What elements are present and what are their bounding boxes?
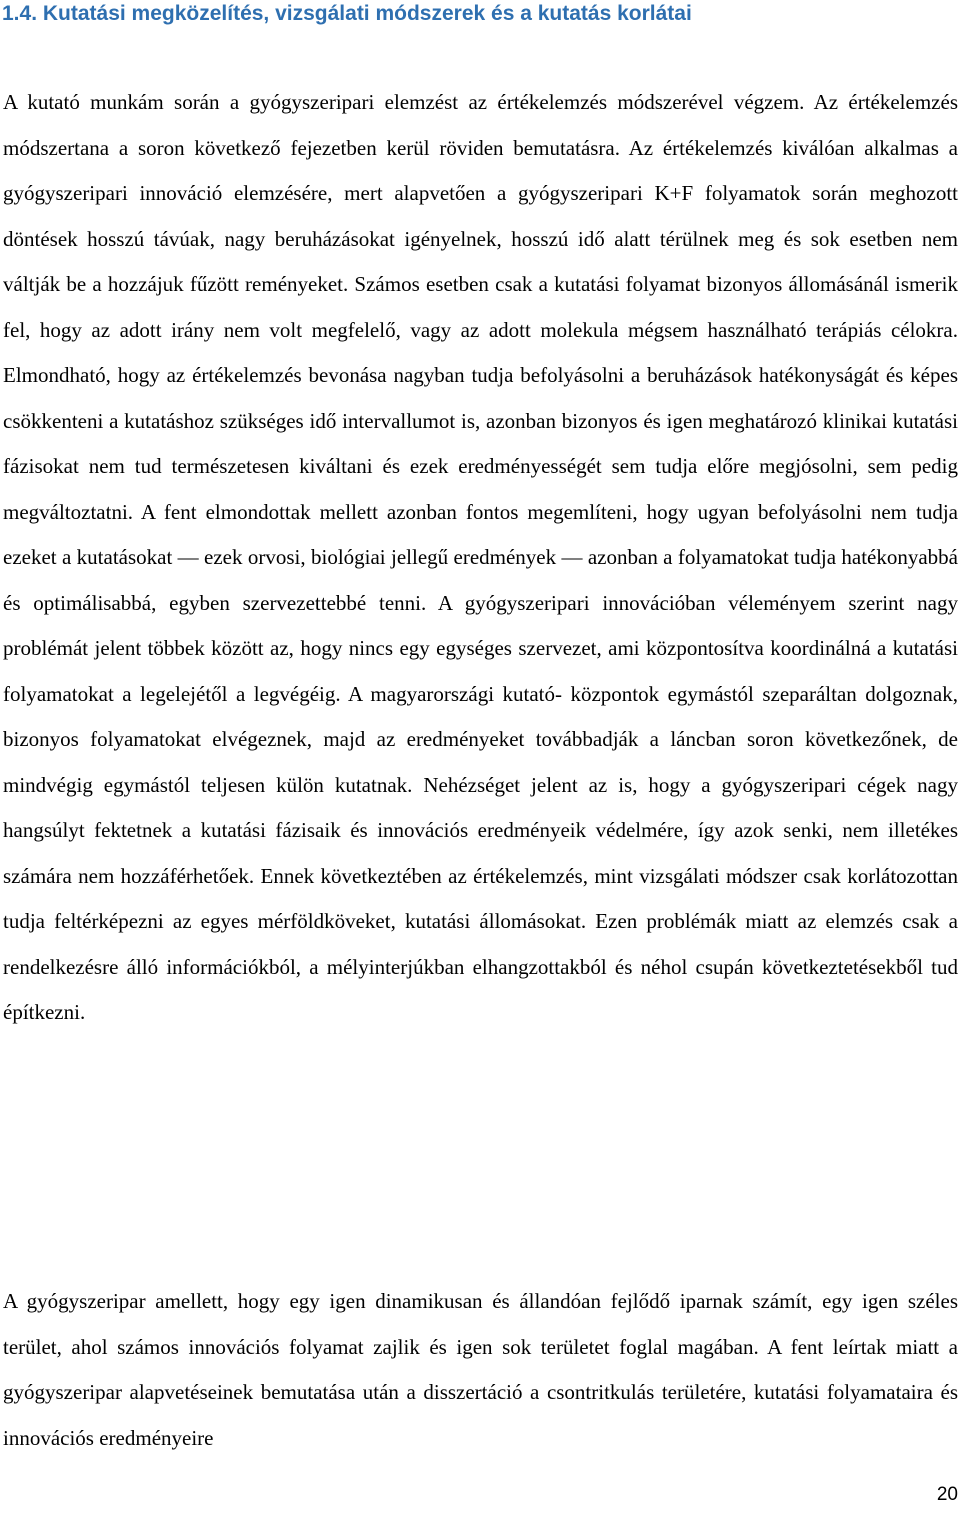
body-paragraph-1: A kutató munkám során a gyógyszeripari elemzést az értékelemzés módszerével végzem. Az értékelemzés módszertana a soron következő fejezetben kerül röviden bemutatásra. Az értékelemzés kiválóan alkalmas a gyógyszeripari innováció elemzésére, mert alapvetően a gyógyszeripari K+F folyamatok során meghozott döntések hosszú távúak, nagy beruházásokat igényelnek, hosszú idő alatt térülnek meg és sok esetben nem váltják be a hozzájuk fűzött reményeket. Számos esetben csak a kutatási folyamat bizonyos állomásánál ismerik fel, hogy az adott irány nem volt megfelelő, vagy az adott molekula mégsem használható terápiás célokra. Elmondható, hogy az értékelemzés bevonása nagyban tudja befolyásolni a beruházások hatékonyságát és képes csökkenteni a kutatáshoz szükséges idő intervallumot is, azonban bizonyos és igen meghatározó klinikai kutatási fázisokat nem tud természetesen kiváltani és ezek eredményességét sem tudja előre megjósolni, sem pedig megváltoztatni. A fent elmondottak mellett azonban fontos megemlíteni, hogy ugyan befolyásolni nem tudja ezeket a kutatásokat — ezek orvosi, biológiai jellegű eredmények — azonban a folyamatokat tudja hatékonyabbá és optimálisabbá, egyben szervezettebbé tenni. A gyógyszeripari innovációban véleményem szerint nagy problémát jelent többek között az, hogy nincs egy egységes szervezet, ami központosítva koordinálná a kutatási folyamatokat a legelejétől a legvégéig. A magyarországi kutató- központok egymástól szeparáltan dolgoznak, bizonyos folyamatokat elvégeznek, majd az eredményeket továbbadják a láncban soron következőnek, de mindvégig egymástól teljesen külön kutatnak. Nehézséget jelent az is, hogy a gyógyszeripari cégek nagy hangsúlyt fektetnek a kutatási fázisaik és innovációs eredményeik védelmére, így azok senki, nem illetékes számára nem hozzáférhetőek. Ennek következtében az értékelemzés, mint vizsgálati módszer csak korlátozottan tudja feltérképezni az egyes mérföldköveket, kutatási állomásokat. Ezen problémák miatt az elemzés csak a rendelkezésre álló információkból, a mélyinterjúkban elhangzottakból és néhol csupán következtetésekből tud építkezni. (3, 90, 958, 1024)
section-heading: 1.4. Kutatási megközelítés, vizsgálati módszerek és a kutatás korlátai (2, 2, 692, 25)
body-paragraph-2: A gyógyszeripar amellett, hogy egy igen dinamikusan és állandóan fejlődő iparnak számít, egy igen széles terület, ahol számos innovációs folyamat zajlik és igen sok területet foglal magában. A fent leírtak miatt a gyógyszeripar alapvetéseinek bemutatása után a disszertáció a csontritkulás területére, kutatási folyamataira és innovációs eredményeire (3, 1289, 958, 1450)
page-number: 20 (936, 1484, 958, 1505)
